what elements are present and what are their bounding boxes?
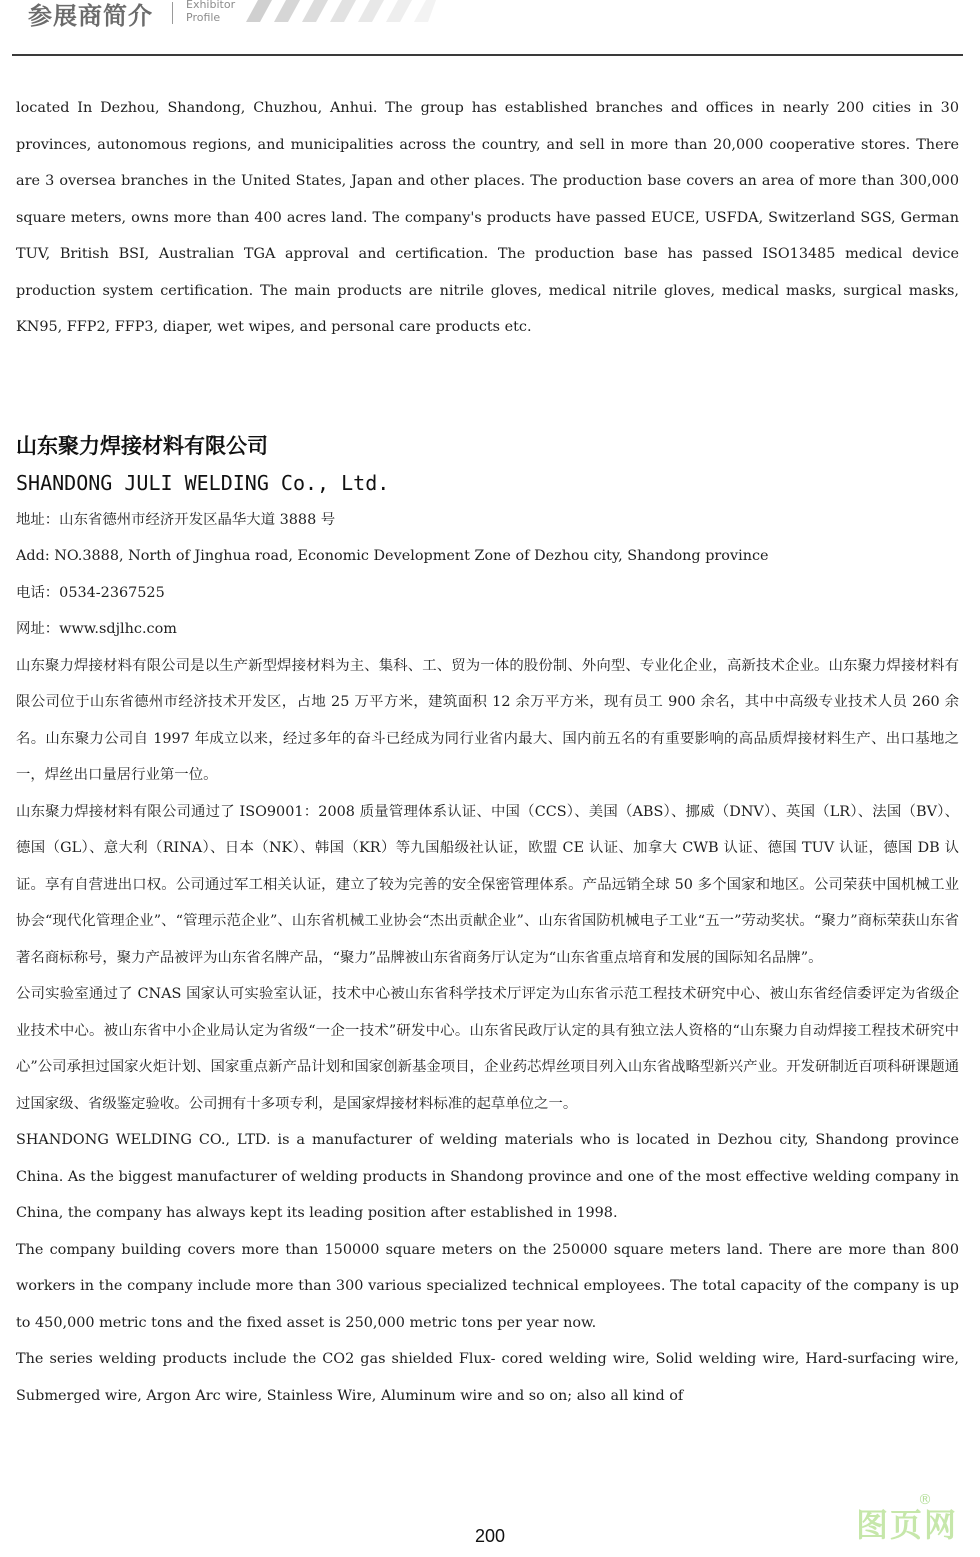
section-title: 参展商简介 [28,2,153,30]
header-divider [172,2,173,24]
watermark-logo [856,1492,966,1550]
description-paragraph: SHANDONG WELDING CO., LTD. is a manufacturer of welding materials who is located in Dezhou city, Shandong province China. As the biggest manufacturer of welding products in Shandong province and one of the most effective welding company in China, the company has always kept its leading position after established in 1998. [16,1132,959,1221]
address-en: Add: NO.3888, North of Jinghua road, Economic Development Zone of Dezhou city, Shandong province [16,548,769,564]
description-paragraph: 公司实验室通过了 CNAS 国家认可实验室认证，技术中心被山东省科学技术厅评定为山东省示范工程技术研究中心、被山东省经信委评定为省级企业技术中心。被山东省中小企业局认定为省级“一企一技术”研发中心。山东省民政厅认定的具有独立法人资格的“山东聚力自动焊接工程技术研究中心”公司承担过国家火炬计划、国家重点新产品计划和国家创新基金项目，企业药芯焊丝项目列入山东省战略型新兴产业。开发研制近百项科研课题通过国家级、省级鉴定验收。公司拥有十多项专利，是国家焊接材料标准的起草单位之一。 [16,986,959,1112]
decorative-stripes [236,0,436,22]
page-number: 200 [474,1526,506,1546]
section-subtitle-line2: Profile [186,11,221,24]
page-content [16,90,959,1414]
section-gap [16,346,959,428]
intro-paragraph: located In Dezhou, Shandong, Chuzhou, Anhui. The group has established branches and offices in nearly 200 cities in 30 provinces, autonomous regions, and municipalities across the country, and sell in more than 20,000 cooperative stores. There are 3 oversea branches in the United States, Japan and other places. The production base covers an area of more than 300,000 square meters, owns more than 400 acres land. The company's products have passed EUCE, USFDA, Switzerland SGS, German TUV, British BSI, Australian TGA approval and certification. The production base has passed ISO13485 medical device production system certification. The main products are nitrile gloves, medical nitrile gloves, medical masks, surgical masks, KN95, FFP2, FFP3, diaper, wet wipes, and personal care products etc. [16,100,959,335]
page-header [0,0,980,58]
description-paragraph: 山东聚力焊接材料有限公司通过了 ISO9001：2008 质量管理体系认证、中国（CCS）、美国（ABS）、挪威（DNV）、英国（LR）、法国（BV）、德国（GL）、意大利（RINA）、日本（NK）、韩国（KR）等九国船级社认证，欧盟 CE 认证、加拿大 CWB 认证、德国 TUV 认证，德国 DB 认证。享有自营进出口权。公司通过军工相关认证，建立了较为完善的安全保密管理体系。产品远销全球 50 多个国家和地区。公司荣获中国机械工业协会“现代化管理企业”、“管理示范企业”、山东省机械工业协会“杰出贡献企业”、山东省国防机械电子工业“五一”劳动奖状。“聚力”商标荣获山东省著名商标称号，聚力产品被评为山东省名牌产品，“聚力”品牌被山东省商务厅认定为“山东省重点培育和发展的国际知名品牌”。 [16,803,959,966]
watermark-text: 图页网 [856,1506,959,1544]
exhibitor-entry [16,428,959,1415]
section-subtitle [186,0,235,24]
phone: 电话：0534-2367525 [16,584,165,601]
company-name-en: SHANDONG JULI WELDING Co., Ltd. [16,470,390,495]
description-paragraph: 山东聚力焊接材料有限公司是以生产新型焊接材料为主、集科、工、贸为一体的股份制、外向型、专业化企业，高新技术企业。山东聚力焊接材料有限公司位于山东省德州市经济技术开发区，占地 25 万平方米，建筑面积 12 余万平方米，现有员工 900 余名，其中中高级专业技术人员 260 余名。山东聚力公司自 1997 年成立以来，经过多年的奋斗已经成为同行业省内最大、国内前五名的有重要影响的高品质焊接材料生产、出口基地之一，焊丝出口量居行业第一位。 [16,657,959,783]
website: 网址：www.sdjlhc.com [16,621,177,637]
description-paragraph: The series welding products include the CO2 gas shielded Flux- cored welding wire, Solid welding wire, Hard-surfacing wire, Submerged wire, Argon Arc wire, Stainless Wire, Aluminum wire and so on; also all kind of [16,1351,959,1404]
registered-mark: ® [918,1492,934,1508]
header-rule [12,54,963,56]
address-cn: 地址：山东省德州市经济开发区晶华大道 3888 号 [16,511,336,528]
section-subtitle-line1: Exhibitor [186,0,236,11]
description-paragraph: The company building covers more than 150000 square meters on the 250000 square meters land. There are more than 800 workers in the company include more than 300 various specialized technical employees. The total capacity of the company is up to 450,000 metric tons and the fixed asset is 250,000 metric tons per year now. [16,1241,959,1331]
company-name-cn: 山东聚力焊接材料有限公司 [16,433,268,458]
